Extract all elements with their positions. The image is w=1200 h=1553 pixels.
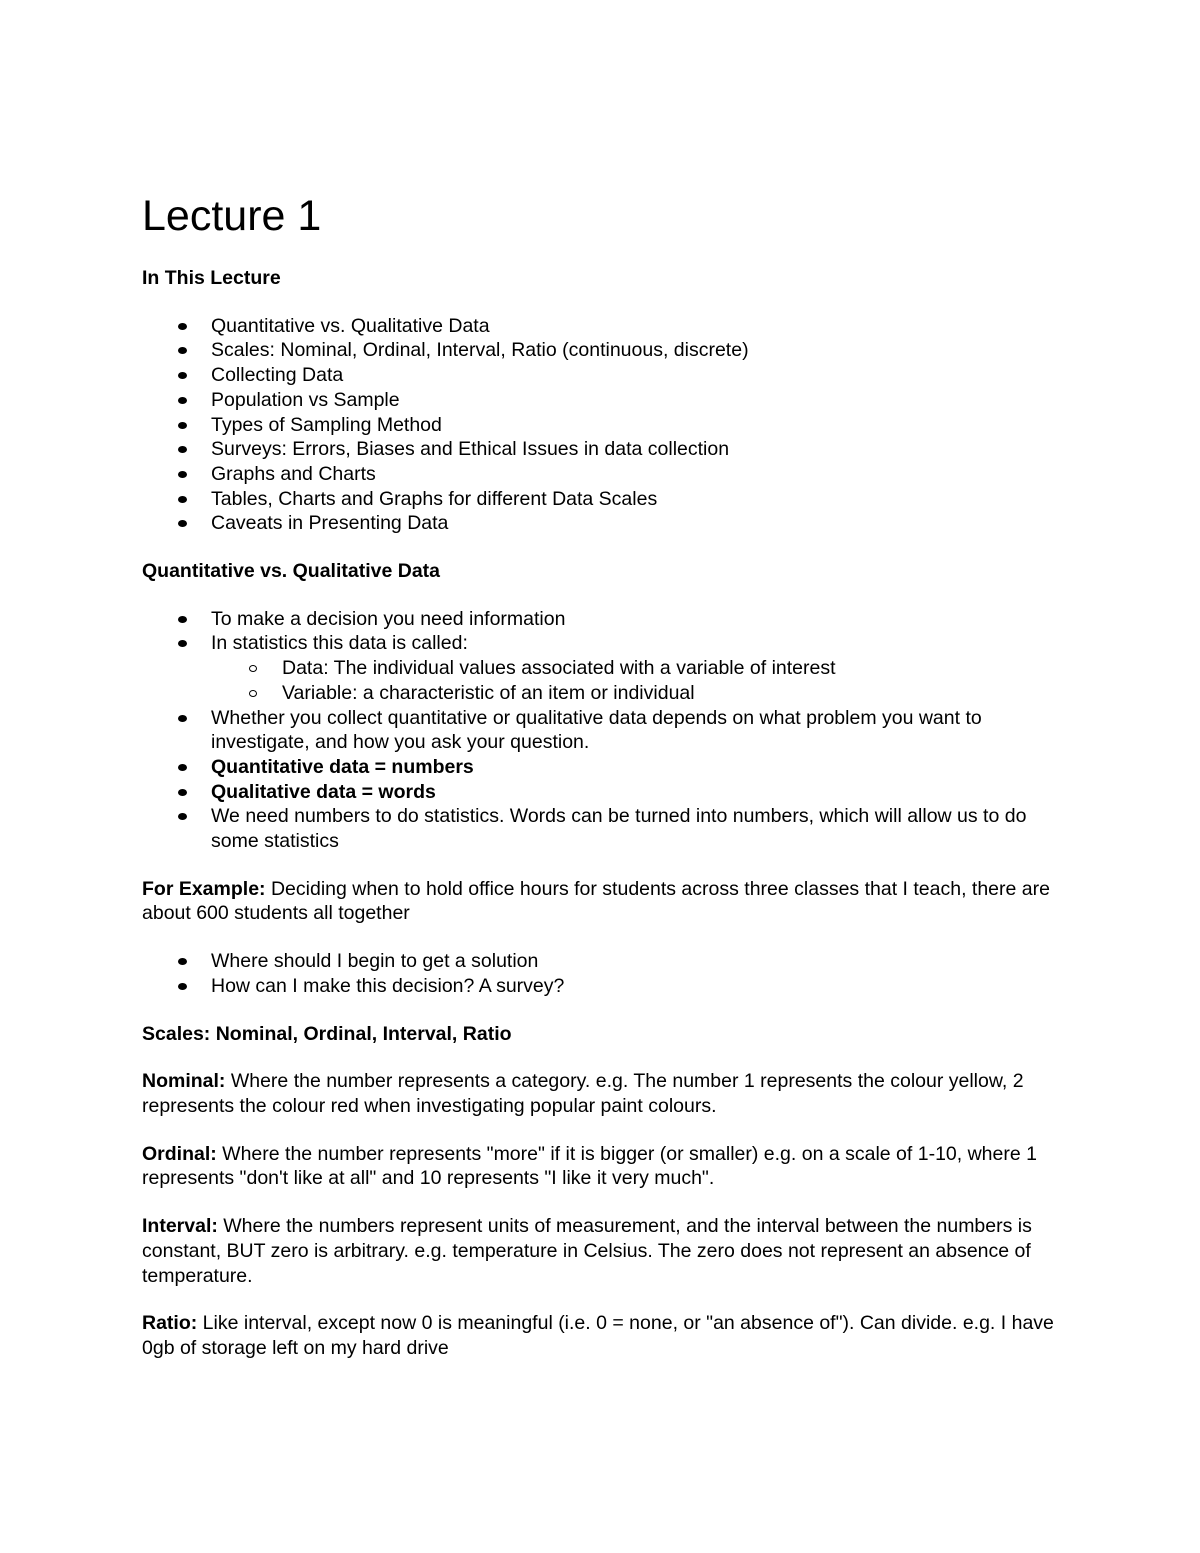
list-item: Scales: Nominal, Ordinal, Interval, Ratio (continuous, discrete) [142,338,1072,363]
lecture-topics-list [142,314,1072,536]
ordinal-label: Ordinal: [142,1142,217,1165]
list-item: Whether you collect quantitative or qualitative data depends on what problem you want to investigate, and how you ask your question. [142,706,1072,755]
ordinal-text: Where the number represents "more" if it is bigger (or smaller) e.g. on a scale of 1-10, where 1 represents "don't like at all" and 10 represents "I like it very much". [142,1142,1037,1190]
example-text: Deciding when to hold office hours for students across three classes that I teach, there are about 600 students all together [142,877,1050,925]
example-list [142,949,1072,998]
ordinal-paragraph [142,1142,1072,1191]
scales-heading: Scales: Nominal, Ordinal, Interval, Ratio [142,1022,512,1045]
list-item: Collecting Data [142,363,1072,388]
list-item: To make a decision you need information [142,607,1072,632]
quant-qual-list [142,607,1072,854]
nominal-text: Where the number represents a category. e.g. The number 1 represents the colour yellow, 2 represents the colour red when investigating popular paint colours. [142,1070,1024,1117]
in-this-lecture-heading: In This Lecture [142,267,281,289]
list-item: Graphs and Charts [142,462,1072,487]
quant-qual-heading: Quantitative vs. Qualitative Data [142,560,441,583]
ratio-text: Like interval, except now 0 is meaningful (i.e. 0 = none, or "an absence of"). Can divide. e.g. I have 0gb of storage left on my hard drive [142,1312,1054,1359]
list-item-bold: Qualitative data = words [142,780,1072,805]
list-item: Population vs Sample [142,388,1072,413]
list-item-text: In statistics this data is called: [211,632,468,655]
document-page [142,190,1072,1361]
sub-list [211,656,1072,705]
interval-text: Where the numbers represent units of measurement, and the interval between the numbers is constant, BUT zero is arbitrary. e.g. temperature in Celsius. The zero does not represent an absence of temperature. [142,1215,1032,1287]
nominal-label: Nominal: [142,1070,226,1093]
list-item: Tables, Charts and Graphs for different Data Scales [142,487,1072,512]
example-paragraph [142,877,1072,926]
ratio-label: Ratio: [142,1312,198,1335]
list-item: How can I make this decision? A survey? [142,974,1072,999]
example-label: For Example: [142,877,266,900]
interval-paragraph [142,1214,1072,1288]
list-item [142,631,1072,705]
interval-label: Interval: [142,1215,218,1238]
list-item: Surveys: Errors, Biases and Ethical Issues in data collection [142,437,1072,462]
list-item: Quantitative vs. Qualitative Data [142,314,1072,339]
list-item: Where should I begin to get a solution [142,949,1072,974]
page-title: Lecture 1 [142,192,322,240]
list-item: We need numbers to do statistics. Words can be turned into numbers, which will allow us to do some statistics [142,804,1072,853]
sub-list-item: Data: The individual values associated with a variable of interest [211,656,1072,681]
nominal-paragraph [142,1069,1072,1118]
list-item: Types of Sampling Method [142,413,1072,438]
ratio-paragraph [142,1311,1072,1360]
sub-list-item: Variable: a characteristic of an item or individual [211,681,1072,706]
list-item: Caveats in Presenting Data [142,511,1072,536]
list-item-bold: Quantitative data = numbers [142,755,1072,780]
